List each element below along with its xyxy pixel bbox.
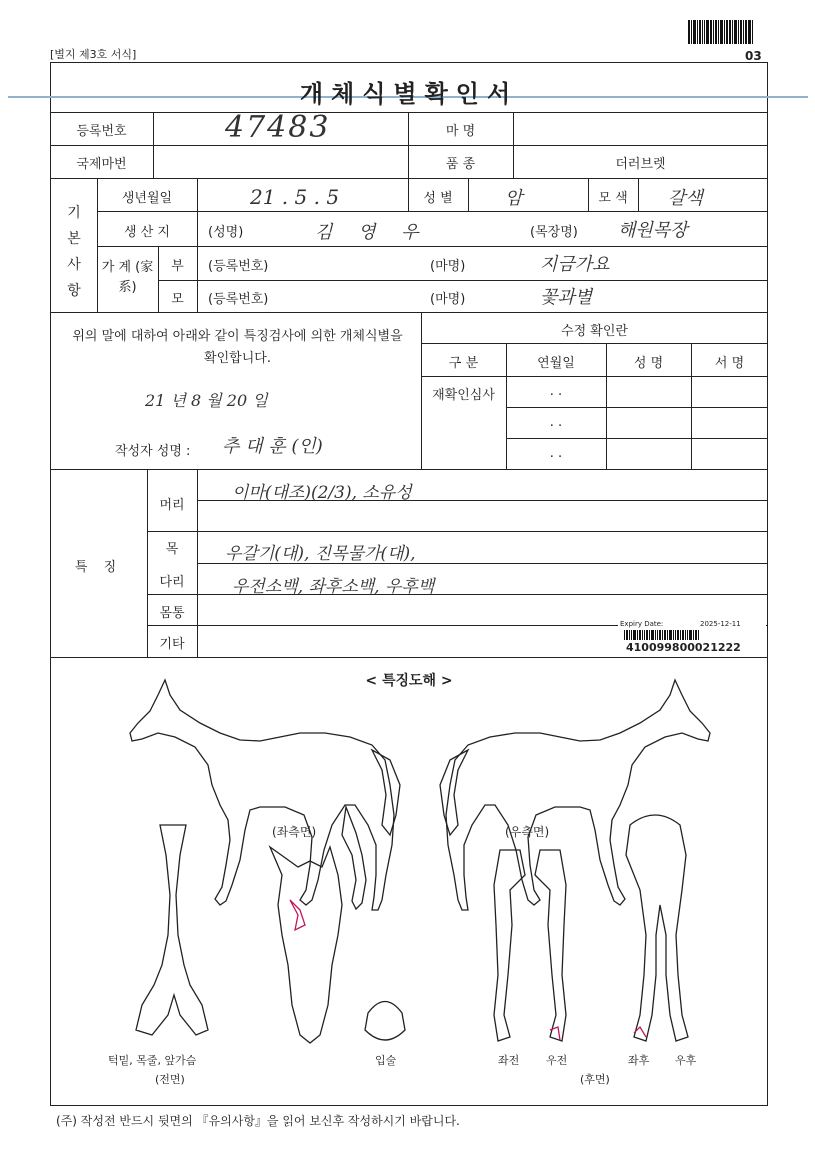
front-view-neck <box>136 825 208 1035</box>
sire-name-label: (마명) <box>430 259 466 274</box>
hind-legs-view <box>626 815 688 1041</box>
producer-label: 생 산 지 <box>124 225 170 240</box>
horse-name-label: 마 명 <box>445 124 476 139</box>
farm-value: 해원목장 <box>618 220 688 241</box>
hind-right-label: 우후 <box>675 1054 697 1067</box>
form-label: [별지 제3호 서식] <box>50 48 137 61</box>
basic-section-label <box>64 200 84 304</box>
front-right-label: 우전 <box>546 1054 568 1067</box>
confirm-statement <box>70 326 405 370</box>
body-label: 몸통 <box>159 606 185 621</box>
pedigree-label <box>97 258 158 298</box>
sire-label: 부 <box>171 259 184 274</box>
reg-no-label: 등록번호 <box>76 124 127 139</box>
page-code: 03 <box>745 49 762 63</box>
intl-no-label: 국제마번 <box>76 157 127 172</box>
reg-no-value: 47483 <box>225 110 331 145</box>
features-section-label: 특 징 <box>74 560 123 575</box>
front-labels: 턱밑, 목줄, 앞가슴 <box>108 1054 197 1067</box>
birth-label: 생년월일 <box>121 191 173 206</box>
sire-name-value: 지금가요 <box>540 254 610 275</box>
revision-row-date: . . <box>549 384 563 399</box>
front-legs-view <box>494 850 566 1041</box>
expiry-sticker <box>618 620 766 656</box>
head-value: 이마(대조)(2/3), 소유성 <box>232 483 412 503</box>
dam-name-label: (마명) <box>430 292 466 307</box>
dam-reg-label: (등록번호) <box>208 292 269 307</box>
expiry-code: 410099800021222 <box>626 641 741 654</box>
producer-name-label: (성명) <box>208 225 244 240</box>
color-value: 갈색 <box>668 188 703 209</box>
front-left-label: 좌전 <box>498 1054 520 1067</box>
lips-label: 입술 <box>375 1054 397 1067</box>
revision-header-date: 연월일 <box>537 356 575 371</box>
left-view-label: (좌측면) <box>272 825 317 839</box>
head-label: 머리 <box>159 498 185 513</box>
sex-value: 암 <box>505 188 523 209</box>
legs-value: 우전소백, 좌후소백, 우후백 <box>232 577 435 597</box>
diagram-title: < 특징도해 > <box>365 673 453 689</box>
expiry-barcode <box>624 630 700 640</box>
lips-view <box>365 1002 405 1041</box>
left-side-horse <box>130 680 400 910</box>
birth-value: 21 . 5 . 5 <box>250 185 340 209</box>
revision-header-sign: 서 명 <box>714 356 745 371</box>
farm-label: (목장명) <box>530 225 578 240</box>
revision-row-type: 재확인심사 <box>432 388 495 403</box>
legs-label: 다리 <box>159 575 185 590</box>
expiry-date: 2025-12-11 <box>700 620 741 628</box>
breed-value: 더러브렛 <box>615 157 666 172</box>
confirm-date: 21 년 8 월 20 일 <box>145 391 268 410</box>
dam-name-value: 꽃과별 <box>540 287 593 308</box>
neck-value: 우갈기(대), 진목물가(대), <box>225 544 416 564</box>
confirm-statement-text: 위의 말에 대하여 아래와 같이 특징검사에 의한 개체식별을 확인합니다. <box>72 329 403 366</box>
page-title: 개체식별확인서 <box>299 80 519 108</box>
dam-label: 모 <box>171 292 184 307</box>
sex-label: 성 별 <box>423 191 453 206</box>
hind-left-label: 좌후 <box>628 1054 650 1067</box>
head-front-view <box>270 847 342 1043</box>
horse-diagram <box>100 675 740 1075</box>
rear-view-label: (후면) <box>580 1073 610 1086</box>
basic-section-text: 기본사항 <box>67 205 81 299</box>
breed-label: 품 종 <box>445 157 476 172</box>
expiry-label: Expiry Date: <box>620 620 664 628</box>
revision-row-date: . . <box>549 415 563 430</box>
revision-row-date: . . <box>549 446 563 461</box>
right-side-horse <box>440 680 710 910</box>
right-view-label: (우측면) <box>505 825 550 839</box>
author-name: 추 대 훈 (인) <box>222 436 323 457</box>
producer-name-value: 김 영 우 <box>315 222 429 243</box>
neck-label: 목 <box>165 542 179 557</box>
color-label: 모 색 <box>598 191 628 206</box>
front-view-label: (전면) <box>155 1073 185 1086</box>
revision-header-type: 구 분 <box>448 356 479 371</box>
revision-header-name: 성 명 <box>633 356 664 371</box>
top-barcode <box>688 20 754 44</box>
other-label: 기타 <box>159 637 185 652</box>
sire-reg-label: (등록번호) <box>208 259 269 274</box>
revision-title: 수정 확인란 <box>561 324 628 339</box>
footer-note: (주) 작성전 반드시 뒷면의 『유의사항』을 읽어 보신후 작성하시기 바랍니다. <box>56 1114 460 1128</box>
author-label: 작성자 성명 : <box>115 444 191 459</box>
pedigree-text: 가 계 (家系) <box>101 260 154 295</box>
